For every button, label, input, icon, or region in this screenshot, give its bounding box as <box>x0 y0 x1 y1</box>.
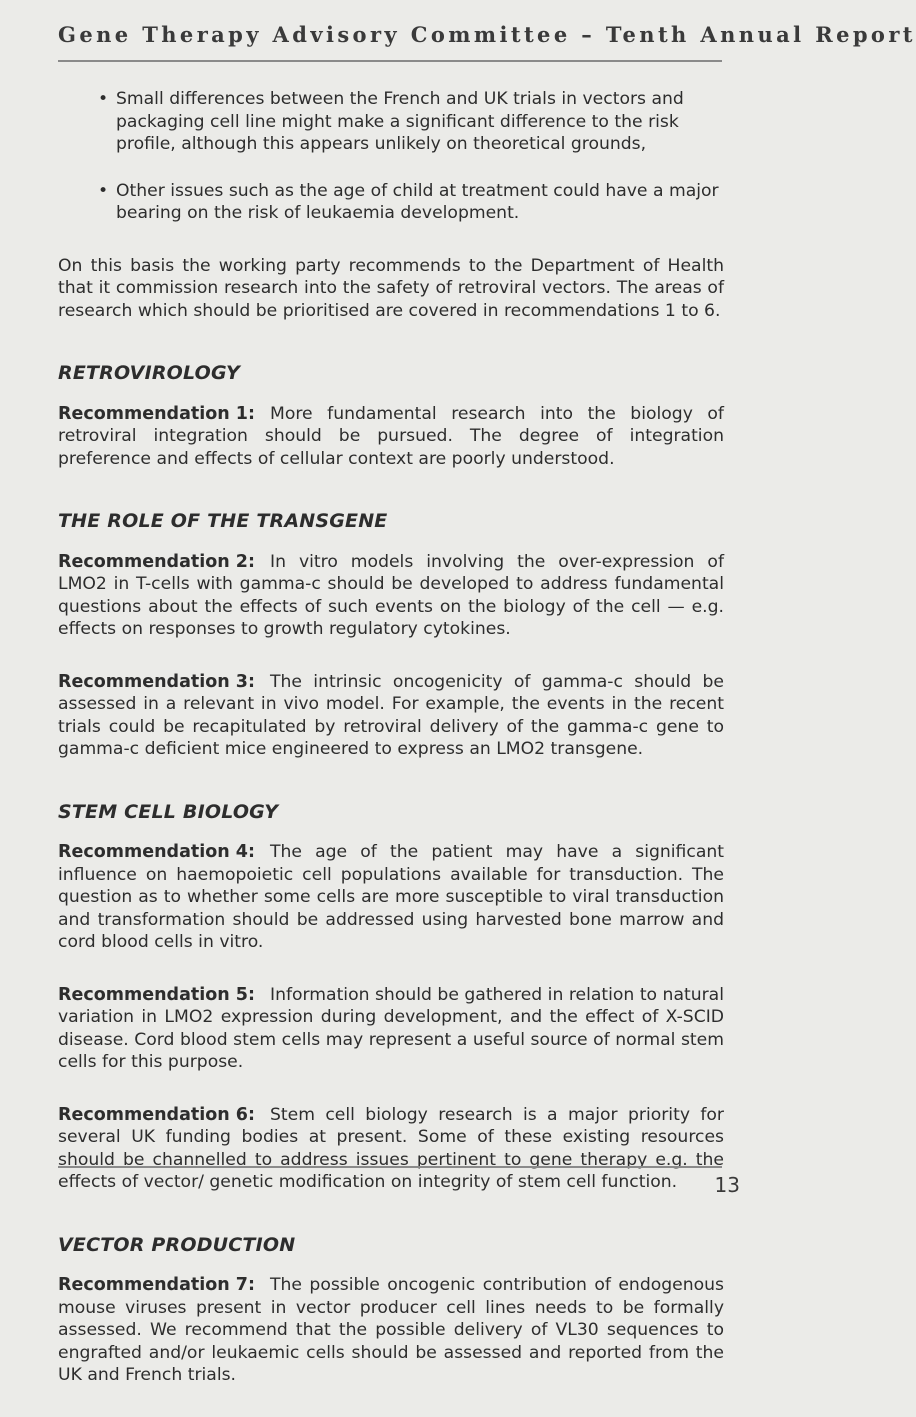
bullet-marker: • <box>98 180 109 201</box>
recommendation-text: In vitro models involving the over-expression of LMO2 in T-cells with gamma-c should be developed to address fundamental questions about the effects of such events on the biology of the cell — e.g. effects on responses to growth regulatory cytokines. <box>58 551 724 639</box>
intro-paragraph: On this basis the working party recommends to the Department of Health that it commission research into the safety of retroviral vectors. The areas of research which should be prioritised are covered in recommendations 1 to 6. <box>58 255 724 321</box>
recommendation-label: Recommendation 3: <box>58 671 255 692</box>
page-body <box>58 88 724 1417</box>
recommendation-label: Recommendation 1: <box>58 403 255 424</box>
recommendation-text: More fundamental research into the biology of retroviral integration should be pursued. The degree of integration preference and effects of cellular context are poorly understood. <box>58 403 724 469</box>
page-number: 13 <box>714 1173 740 1197</box>
recommendation-text: Stem cell biology research is a major priority for several UK funding bodies at present. Some of these existing resources should be channelled to address issues pertinent to gene therapy e.g. the effects of vector/ genetic modification on integrity of stem cell function. <box>58 1104 724 1192</box>
recommendation-2 <box>58 551 724 641</box>
recommendation-text: The possible oncogenic contribution of endogenous mouse viruses present in vector producer cell lines needs to be formally assessed. We recommend that the possible delivery of VL30 sequences to engrafted and/or leukaemic cells should be assessed and reported from the UK and French trials. <box>58 1275 724 1385</box>
section-heading-vector-production: VECTOR PRODUCTION <box>58 1233 296 1256</box>
recommendation-3 <box>58 671 724 761</box>
recommendation-label: Recommendation 5: <box>58 984 255 1005</box>
recommendation-label: Recommendation 7: <box>58 1275 255 1295</box>
recommendation-text: Information should be gathered in relation to natural variation in LMO2 expression during development, and the effect of X-SCID disease. Cord blood stem cells may represent a useful source of normal stem cells for this purpose. <box>58 984 724 1072</box>
bullet-text: Other issues such as the age of child at treatment could have a major bearing on the risk of leukaemia development. <box>116 180 719 223</box>
header-rule <box>58 60 722 62</box>
section-heading-retrovirology: RETROVIROLOGY <box>58 362 240 384</box>
recommendation-4 <box>58 841 724 954</box>
recommendation-label: Recommendation 2: <box>58 551 255 572</box>
footer-rule <box>58 1166 722 1168</box>
section-heading-transgene: THE ROLE OF THE TRANSGENE <box>58 510 388 532</box>
recommendation-label: Recommendation 4: <box>58 842 255 862</box>
bullet-text: Small differences between the French and UK trials in vectors and packaging cell line might make a significant difference to the risk profile, although this appears unlikely on theoretical grounds, <box>116 89 684 154</box>
bullet-item <box>58 180 724 225</box>
recommendation-6 <box>58 1104 724 1194</box>
recommendation-1 <box>58 403 724 471</box>
section-heading-stem-cell-biology: STEM CELL BIOLOGY <box>58 800 279 823</box>
bullet-marker: • <box>98 89 109 109</box>
bullet-item <box>58 88 724 156</box>
recommendation-text: The age of the patient may have a significant influence on haemopoietic cell populations available for transduction. The question as to whether some cells are more susceptible to viral transduction and transformation should be addressed using harvested bone marrow and cord blood cells in vitro. <box>58 842 724 952</box>
recommendation-5 <box>58 984 724 1074</box>
recommendation-label: Recommendation 6: <box>58 1104 255 1125</box>
running-header: Gene Therapy Advisory Committee – Tenth Annual Report <box>58 22 916 47</box>
recommendation-text: The intrinsic oncogenicity of gamma-c should be assessed in a relevant in vivo model. For example, the events in the recent trials could be recapitulated by retroviral delivery of the gamma-c gene to gamma-c deficient mice engineered to express an LMO2 transgene. <box>58 671 724 759</box>
recommendation-7 <box>58 1274 724 1387</box>
